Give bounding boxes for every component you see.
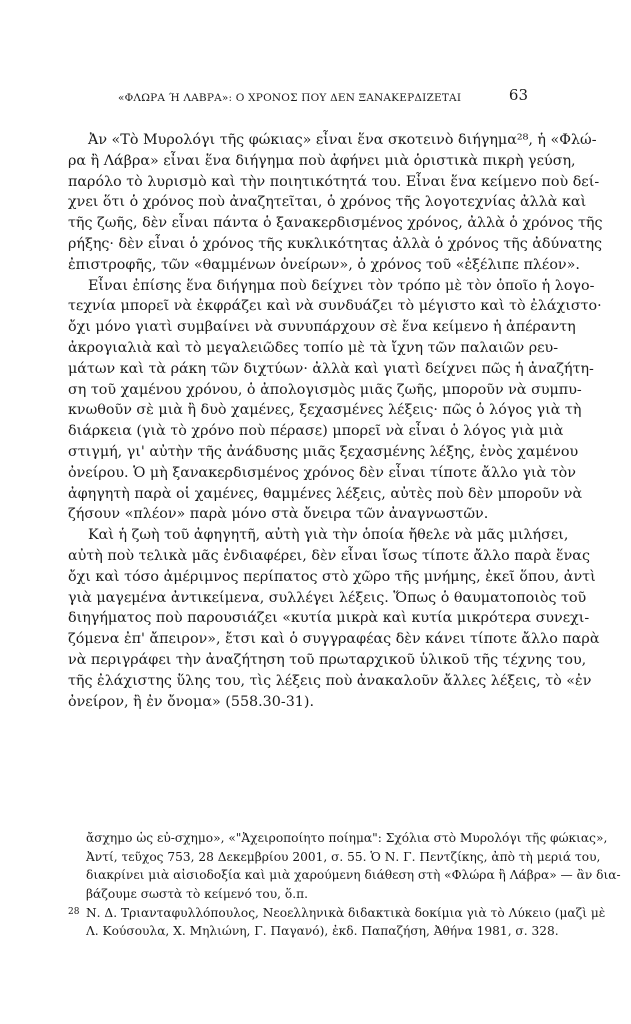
text-line: ρα ἢ Λάβρα» εἶναι ἕνα διήγημα ποὺ ἀφήνει μιὰ ὁριστικὰ πικρὴ γεύση, — [68, 152, 576, 169]
text-line: μάτων καὶ τὰ ράκη τῶν διχτύων· ἀλλὰ καὶ γιατὶ δείχνει πῶς ἡ ἀναζήτη- — [68, 360, 594, 377]
text-line: νὰ περιγράφει τὴν ἀναζήτηση τοῦ πρωταρχικοῦ ὑλικοῦ τῆς τέχνης του, — [68, 651, 587, 668]
text-line: κνωθοῦν σὲ μιὰ ἢ δυὸ χαμένες, ξεχασμένες λέξεις· πῶς ὁ λόγος γιὰ τὴ — [68, 402, 582, 419]
text-line: παρόλο τὸ λυρισμὸ καὶ τὴν ποιητικότητά του. Εἶναι ἕνα κείμενο ποὺ δεί- — [68, 173, 600, 190]
text-line: Εἶναι ἐπίσης ἕνα διήγημα ποὺ δείχνει τὸν τρόπο μὲ τὸν ὁποῖο ἡ λογο- — [88, 277, 595, 294]
footnotes — [68, 829, 621, 941]
text-line: τεχνία μπορεῖ νὰ ἐκφράζει καὶ νὰ συνδυάζει τὸ μέγιστο καὶ τὸ ἐλάχιστο· — [68, 298, 602, 315]
text-line: τῆς ζωῆς, δὲν εἶναι πάντα ὁ ξανακερδισμένος χρόνος, ἀλλὰ ὁ χρόνος τῆς — [68, 215, 603, 232]
footnote-line: Λ. Κούσουλα, Χ. Μηλιώνη, Γ. Παγανό), ἐκδ. Παπαζήση, Ἀθήνα 1981, σ. 328. — [86, 923, 559, 938]
text-line: ἐπιστροφῆς, τῶν «θαμμένων ὀνείρων», ὁ χρόνος τοῦ «ἐξέλιπε πλέον». — [68, 256, 580, 273]
paragraph-1 — [68, 130, 603, 276]
text-line: διηγήματος ποὺ παρουσιάζει «κυτία μικρὰ καὶ κυτία μικρότερα συνεχι- — [68, 610, 590, 627]
text-line: Ἀν «Τὸ Μυρολόγι τῆς φώκιας» εἶναι ἕνα σκοτεινὸ διήγημα²⁸, ἡ «Φλώ- — [88, 132, 597, 148]
page-header — [118, 86, 528, 108]
footnote-marker: 28 — [68, 907, 80, 918]
footnote-continuation — [68, 829, 621, 903]
paragraph-2 — [68, 276, 602, 526]
footnote-text: Ν. Δ. Τριανταφυλλόπουλος, Νεοελληνικὰ διδακτικὰ δοκίμια γιὰ τὸ Λύκειο (μαζὶ μὲ — [86, 906, 606, 921]
text-line: αὐτὴ ποὺ τελικὰ μᾶς ἐνδιαφέρει, δὲν εἶναι ἴσως τίποτε ἄλλο παρὰ ἕνας — [68, 547, 590, 564]
paragraph-3 — [68, 525, 600, 712]
text-line: τῆς ἐλάχιστης ὕλης του, τὶς λέξεις ποὺ ἀνακαλοῦν ἄλλες λέξεις, τὸ «ἐν — [68, 672, 592, 689]
footnote-line: ἄσχημο ὡς εὐ-σχημο», «"Ἀχειροποίητο ποίημα": Σχόλια στὸ Μυρολόγι τῆς φώκιας», — [86, 831, 608, 845]
text-line: γιὰ μαγεμένα ἀντικείμενα, συλλέγει λέξεις. Ὅπως ὁ θαυματοποιὸς τοῦ — [68, 589, 587, 606]
text-line: ρήξης· δὲν εἶναι ὁ χρόνος τῆς κυκλικότητας ἀλλὰ ὁ χρόνος τῆς ἀδύνατης — [68, 235, 603, 252]
text-line: χνει ὅτι ὁ χρόνος ποὺ ἀναζητεῖται, ὁ χρόνος τῆς λογοτεχνίας ἀλλὰ καὶ — [68, 194, 587, 211]
footnote-28 — [68, 903, 606, 940]
running-head: «ΦΛΩΡΑ Ή ΛΑΒΡΑ»: Ο ΧΡΟΝΟΣ ΠΟΥ ΔΕΝ ΞΑΝΑΚΕΡΔΙΖΕΤΑΙ — [118, 92, 462, 104]
footnote-line: βάζουμε σωστὰ τὸ κείμενό του, ὅ.π. — [86, 886, 309, 901]
text-line: ὄχι καὶ τόσο ἀμέριμνος περίπατος στὸ χῶρο τῆς μνήμης, ἐκεῖ ὅπου, ἀντὶ — [68, 568, 596, 585]
text-line: στιγμή, γι' αὐτὴν τῆς ἀνάδυσης μιᾶς ξεχασμένης λέξης, ἑνὸς χαμένου — [68, 443, 579, 460]
page-number: 63 — [508, 86, 528, 104]
text-line: διάρκεια (γιὰ τὸ χρόνο ποὺ πέρασε) μπορεῖ νὰ εἶναι ὁ λόγος γιὰ μιὰ — [68, 423, 564, 440]
text-line: ση τοῦ χαμένου χρόνου, ὁ ἀπολογισμὸς μιᾶς ζωῆς, μποροῦν νὰ συμπυ- — [68, 381, 582, 398]
footnote-line — [68, 903, 606, 922]
text-line: ἀκρογιαλιὰ καὶ τὸ μεγαλειῶδες τοπίο μὲ τὰ ἴχνη τῶν παλαιῶν ρευ- — [68, 339, 559, 356]
text-line: ἀφηγητὴ παρὰ οἱ χαμένες, θαμμένες λέξεις, αὐτὲς ποὺ δὲν μποροῦν νὰ — [68, 485, 583, 502]
text-line: ὀνείρον, ἢ ἐν ὄνομα» (558.30-31). — [68, 693, 315, 710]
text-line: ζόμενα ἐπ' ἄπειρον», ἔτσι καὶ ὁ συγγραφέας δὲν κάνει τίποτε ἄλλο παρὰ — [68, 631, 600, 648]
footnote-line: διακρίνει μιὰ αἰσιοδοξία καὶ μιὰ χαρούμενη διάθεση στὴ «Φλώρα ἢ Λάβρα» — ἂν δια- — [86, 868, 621, 883]
text-line: ὄχι μόνο γιατὶ συμβαίνει νὰ συνυπάρχουν σὲ ἕνα κείμενο ἡ ἀπέραντη — [68, 319, 576, 336]
text-line: ὀνείρου. Ὁ μὴ ξανακερδισμένος χρόνος δὲν εἶναι τίποτε ἄλλο γιὰ τὸν — [68, 464, 576, 481]
text-line: ζήσουν «πλέον» παρὰ μόνο στὰ ὄνειρα τῶν ἀναγνωστῶν. — [68, 506, 489, 523]
footnote-line: Ἀντί, τεῦχος 753, 28 Δεκεμβρίου 2001, σ. 55. Ὁ Ν. Γ. Πεντζίκης, ἀπὸ τὴ μεριά του, — [86, 849, 601, 864]
main-text — [68, 130, 603, 712]
text-line: Καὶ ἡ ζωὴ τοῦ ἀφηγητῆ, αὐτὴ γιὰ τὴν ὁποία ἤθελε νὰ μᾶς μιλήσει, — [88, 527, 569, 544]
